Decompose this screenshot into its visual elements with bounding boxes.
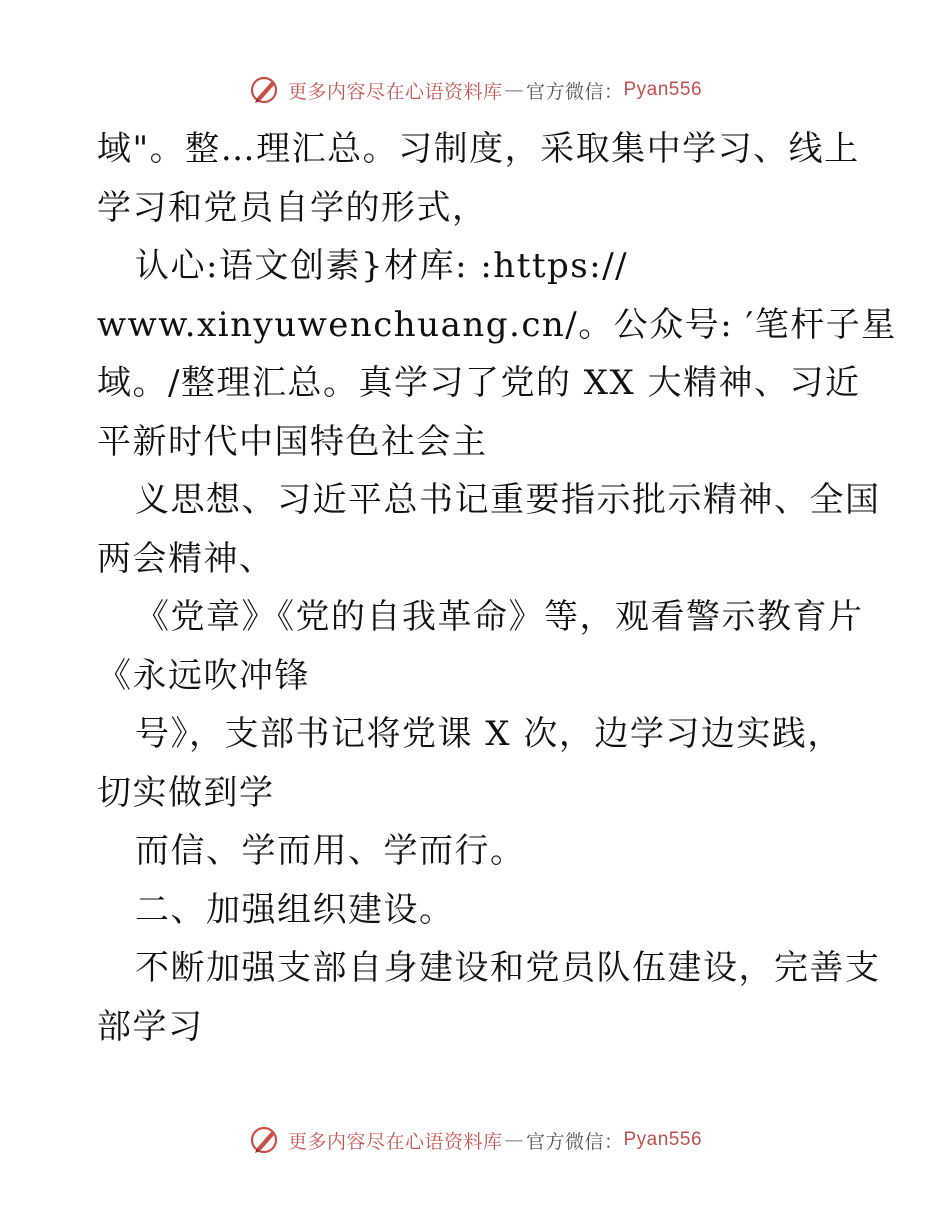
- text-line: 《永远吹冲锋: [97, 655, 310, 696]
- text-line: 两会精神、: [97, 538, 275, 579]
- watermark-text: 更多内容尽在心语资料库: [287, 1130, 503, 1153]
- watermark-wechat-id: Pyan556: [623, 1129, 703, 1150]
- text-line: 《党章》《党的自我革命》等，观看警示教育片: [135, 597, 864, 637]
- text-line: 域。/整理汇总。真学习了党的 XX 大精神、习近: [97, 363, 861, 403]
- text-line: 不断加强支部自身建设和党员队伍建设，完善支: [135, 948, 881, 988]
- watermark-text: 更多内容尽在心语资料库: [287, 80, 503, 103]
- text-line: www.xinyuwenchuang.cn/。公众号: ′笔杆子星: [97, 304, 897, 345]
- pen-logo-icon: [248, 73, 282, 107]
- section-heading: 二、加强组织建设。: [135, 889, 455, 930]
- text-line: 域"。整…理汇总。习制度，采取集中学习、线上: [97, 129, 860, 169]
- text-line: 认心:语文创素}材库: :https://: [135, 246, 629, 286]
- watermark-dash: —: [504, 79, 524, 101]
- watermark-official: 官方微信：: [525, 1130, 624, 1153]
- text-line: 平新时代中国特色社会主: [97, 421, 488, 462]
- watermark-official: 官方微信：: [525, 80, 624, 103]
- document-body: [97, 120, 897, 1056]
- text-line: 号》，支部书记将党课 X 次，边学习边实践，: [135, 714, 843, 754]
- text-line: 部学习: [97, 1006, 204, 1047]
- pen-logo-icon: [248, 1123, 282, 1157]
- watermark-wechat-id: Pyan556: [623, 79, 703, 100]
- watermark-dash: —: [504, 1129, 524, 1151]
- footer-watermark: [0, 1120, 950, 1160]
- text-line: 切实做到学: [97, 772, 275, 813]
- text-line: 义思想、习近平总书记重要指示批示精神、全国: [135, 480, 881, 520]
- text-line: 而信、学而用、学而行。: [135, 831, 526, 871]
- text-line: 学习和党员自学的形式，: [97, 187, 488, 228]
- header-watermark: [0, 70, 950, 110]
